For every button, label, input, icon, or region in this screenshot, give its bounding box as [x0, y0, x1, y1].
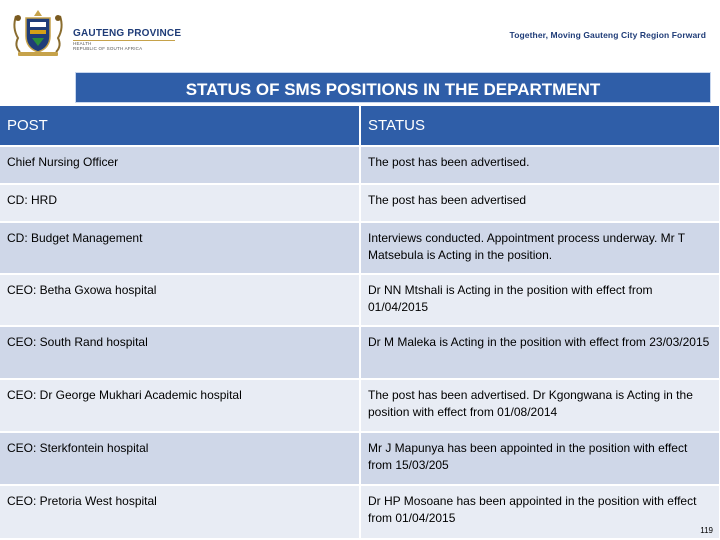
coat-of-arms-logo	[8, 6, 68, 58]
table-header-row	[0, 106, 720, 146]
department-name: HEALTH	[73, 41, 92, 46]
status-cell: Mr J Mapunya has been appointed in the position with effect from 15/03/205	[360, 432, 720, 485]
status-cell: Dr HP Mosoane has been appointed in the position with effect from 01/04/2015	[360, 485, 720, 538]
column-header-status: STATUS	[360, 106, 720, 146]
table-row	[0, 326, 720, 379]
post-cell: CEO: Dr George Mukhari Academic hospital	[0, 379, 360, 432]
post-cell: Chief Nursing Officer	[0, 146, 360, 184]
status-table	[0, 106, 720, 538]
status-cell: Interviews conducted. Appointment process underway. Mr T Matsebula is Acting in the position.	[360, 222, 720, 274]
table-row	[0, 184, 720, 222]
status-cell: Dr NN Mtshali is Acting in the position with effect from 01/04/2015	[360, 274, 720, 326]
slogan: Together, Moving Gauteng City Region Forward	[509, 30, 706, 40]
status-cell: The post has been advertised.	[360, 146, 720, 184]
table-row	[0, 146, 720, 184]
post-cell: CD: Budget Management	[0, 222, 360, 274]
country-name: REPUBLIC OF SOUTH AFRICA	[73, 46, 143, 51]
table-row	[0, 274, 720, 326]
post-cell: CEO: Sterkfontein hospital	[0, 432, 360, 485]
table-row	[0, 379, 720, 432]
post-cell: CEO: South Rand hospital	[0, 326, 360, 379]
status-cell: The post has been advertised	[360, 184, 720, 222]
page-header	[0, 0, 720, 70]
post-cell: CD: HRD	[0, 184, 360, 222]
post-cell: CEO: Pretoria West hospital	[0, 485, 360, 538]
province-name: GAUTENG PROVINCE	[73, 28, 182, 39]
page-number: 119	[700, 526, 713, 535]
table-row	[0, 222, 720, 274]
table-row	[0, 485, 720, 538]
status-cell: Dr M Maleka is Acting in the position with effect from 23/03/2015	[360, 326, 720, 379]
post-cell: CEO: Betha Gxowa hospital	[0, 274, 360, 326]
page-title: STATUS OF SMS POSITIONS IN THE DEPARTMENT	[75, 72, 711, 103]
column-header-post: POST	[0, 106, 360, 146]
table-row	[0, 432, 720, 485]
status-cell: The post has been advertised. Dr Kgongwana is Acting in the position with effect from 01/08/2014	[360, 379, 720, 432]
